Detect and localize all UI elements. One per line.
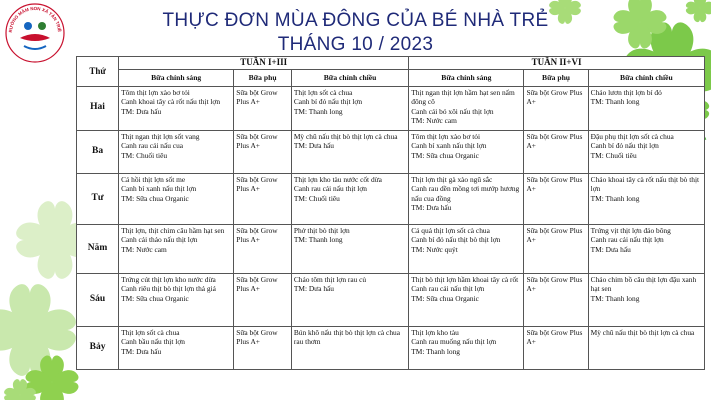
menu-cell [234, 173, 292, 224]
week1-header: TUẦN I+III [119, 57, 409, 70]
dish-line: TM: Dưa hấu [293, 284, 334, 294]
menu-cell [291, 273, 408, 326]
dish-line: Canh bí đỏ nấu thịt lợn [293, 97, 363, 107]
dish-line: TM: Thanh long [293, 235, 343, 245]
dish-line: TM: Chuối tiêu [590, 150, 637, 160]
dish-line: Đậu phụ thịt lợn sốt cà chua [590, 131, 674, 141]
menu-cell [234, 326, 292, 369]
day-label: Ba [77, 130, 119, 173]
dish-line: Canh rau cải nấu thịt lợn [293, 184, 367, 194]
menu-cell [524, 273, 588, 326]
menu-cell [291, 326, 408, 369]
menu-cell [524, 86, 588, 130]
dish-line: Canh bí xanh nấu thịt lợn [411, 141, 487, 151]
dish-line: Trứng vịt thịt lợn đảo bông [590, 225, 671, 235]
dish-line: Canh bí đỏ nấu thịt lợn [590, 141, 659, 151]
menu-cell [234, 86, 292, 130]
page-title: THỰC ĐƠN MÙA ĐÔNG CỦA BÉ NHÀ TRẺ [162, 10, 549, 31]
dish-line: Canh rau cải nấu thịt lợn [411, 284, 485, 294]
dish-line: Sữa bột Grow Plus A+ [526, 274, 583, 294]
menu-cell [234, 273, 292, 326]
page-subtitle-month: THÁNG 10 / 2023 [277, 34, 434, 55]
table-row [77, 224, 705, 273]
menu-table-body [77, 86, 705, 369]
dish-line: Sữa bột Grow Plus A+ [236, 87, 278, 107]
menu-cell [524, 326, 588, 369]
dish-line: Sữa bột Grow Plus A+ [526, 87, 583, 107]
dish-line: Sữa bột Grow Plus A+ [526, 174, 583, 194]
day-label: Năm [77, 224, 119, 273]
dish-line: TM: Sữa chua Organic [411, 150, 479, 160]
dish-line: Canh rau muống nấu thịt lợn [411, 337, 497, 347]
menu-cell [409, 86, 524, 130]
dish-line: Cháo khoai tây cà rốt nấu thịt bò thịt lợn [590, 174, 700, 194]
dish-line: TM: Sữa chua Organic [121, 293, 189, 303]
dish-line: TM: Thanh long [293, 106, 343, 116]
table-row [77, 273, 705, 326]
day-label: Sáu [77, 273, 119, 326]
menu-cell [409, 224, 524, 273]
dish-line: Cá hồi thịt lợn sốt me [121, 174, 186, 184]
dish-line: Canh rau dền mồng tơi mướp hương nấu cua đồng [411, 184, 520, 203]
menu-cell [119, 173, 234, 224]
dish-line: Cháo tôm thịt lợn rau củ [293, 274, 367, 284]
dish-line: TM: Thanh long [590, 97, 640, 107]
menu-cell [119, 326, 234, 369]
dish-line: TM: Thanh long [411, 346, 460, 356]
day-label: Tư [77, 173, 119, 224]
day-label: Hai [77, 86, 119, 130]
dish-line: Canh cải bó xôi nấu thịt lợn [411, 106, 494, 116]
dish-line: Thịt lợn thịt gà xào ngũ sắc [411, 174, 493, 184]
dish-line: TM: Chuối tiêu [121, 150, 168, 160]
dish-line: TM: Dưa hấu [121, 106, 162, 116]
menu-cell [234, 130, 292, 173]
dish-line: Sữa bột Grow Plus A+ [526, 131, 583, 151]
dish-line: Thịt ngan thịt lợn hầm hạt sen nấm đông cô [411, 87, 515, 107]
menu-cell [524, 130, 588, 173]
meal-header: Bữa chính sáng [409, 69, 524, 86]
table-row [77, 326, 705, 369]
dish-line: Mỳ chũ nấu thịt bò thịt lợn cà chua [590, 327, 695, 337]
week2-header: TUẦN II+VI [409, 57, 705, 70]
dish-line: Thịt lợn kho tàu [411, 327, 459, 337]
menu-cell [291, 173, 408, 224]
dish-line: TM: Thanh long [590, 293, 640, 303]
menu-cell [119, 130, 234, 173]
dish-line: TM: Dưa hấu [121, 346, 162, 356]
dish-line: TM: Nước cam [121, 244, 167, 254]
dish-line: TM: Nước cam [411, 116, 457, 126]
dish-line: Sữa bột Grow Plus A+ [526, 225, 583, 245]
day-column-header: Thứ [77, 57, 119, 87]
table-row [77, 130, 705, 173]
dish-line: TM: Dưa hấu [293, 141, 334, 151]
dish-line: Canh khoai tây cà rốt nấu thịt lợn [121, 97, 221, 107]
menu-cell [588, 86, 704, 130]
menu-cell [119, 273, 234, 326]
meal-header: Bữa chính sáng [119, 69, 234, 86]
dish-line: Thịt lợn sốt cà chua [293, 87, 353, 97]
dish-line: Cháo chim bồ câu thịt lợn đậu xanh hạt sen [590, 274, 697, 294]
dish-line: TM: Nước quýt [411, 244, 458, 254]
dish-line: TM: Sữa chua Organic [121, 193, 189, 203]
clover-bottom-left-large [0, 284, 76, 376]
menu-cell [409, 326, 524, 369]
dish-line: Canh bí đỏ nấu thịt bò thịt lợn [411, 235, 501, 245]
dish-line: Canh bí xanh nấu thịt lợn [121, 184, 197, 194]
dish-line: Phở thịt bò thịt lợn [293, 225, 350, 235]
dish-line: TM: Chuối tiêu [293, 193, 340, 203]
dish-line: Sữa bột Grow Plus A+ [526, 327, 583, 347]
dish-line: Sữa bột Grow Plus A+ [236, 131, 278, 151]
dish-line: Thịt lợn sốt cà chua [121, 327, 180, 337]
logo-ring-text: RƯỜNG MẦM NON XÃ TÂN TRIỀ [7, 5, 63, 33]
dish-line: Canh rau cải nấu thịt lợn [590, 235, 664, 245]
menu-cell [409, 173, 524, 224]
dish-line: TM: Thanh long [590, 193, 640, 203]
dish-line: TM: Dưa hấu [590, 244, 631, 254]
dish-line: Thịt lợn kho tàu nước cốt dừa [293, 174, 382, 184]
dish-line: Sữa bột Grow Plus A+ [236, 225, 278, 245]
table-row [77, 173, 705, 224]
dish-line: Sữa bột Grow Plus A+ [236, 327, 278, 347]
dish-line: TM: Sữa chua Organic [411, 293, 479, 303]
dish-line: TM: Dưa hấu [411, 203, 452, 213]
dish-line: Canh cải thảo nấu thịt lợn [121, 235, 198, 245]
dish-line: Cá quả thịt lợn sốt cà chua [411, 225, 490, 235]
dish-line: Canh rau cải nấu cua [121, 141, 184, 151]
dish-line: Tôm thịt lợn xào bơ tỏi [121, 87, 190, 97]
meal-header: Bữa chính chiều [588, 69, 704, 86]
menu-cell [119, 224, 234, 273]
dish-line: Canh bầu nấu thịt lợn [121, 337, 185, 347]
meal-header: Bữa phụ [234, 69, 292, 86]
menu-cell [588, 224, 704, 273]
dish-line: Thịt ngan thịt lợn sốt vang [121, 131, 200, 141]
menu-cell [588, 173, 704, 224]
dish-line: Mỳ chũ nấu thịt bò thịt lợn cà chua [293, 131, 398, 141]
menu-cell [588, 326, 704, 369]
menu-cell [291, 86, 408, 130]
menu-cell [588, 130, 704, 173]
meal-header: Bữa chính chiều [291, 69, 408, 86]
dish-line: Trứng cút thịt lợn kho nước dừa [121, 274, 216, 284]
day-label: Bảy [77, 326, 119, 369]
dish-line: Thịt lợn, thịt chim câu hầm hạt sen [121, 225, 225, 235]
menu-cell [524, 224, 588, 273]
meal-header: Bữa phụ [524, 69, 588, 86]
table-row [77, 86, 705, 130]
menu-cell [409, 273, 524, 326]
dish-line: Cháo lươn thịt lợn bí đỏ [590, 87, 662, 97]
menu-cell [234, 224, 292, 273]
menu-table [76, 56, 705, 370]
menu-cell [119, 86, 234, 130]
dish-line: Bún khô nấu thịt bò thịt lợn cà chua rau thơm [293, 327, 400, 347]
dish-line: Sữa bột Grow Plus A+ [236, 174, 278, 194]
dish-line: Sữa bột Grow Plus A+ [236, 274, 278, 294]
dish-line: Canh riêu thịt bò thịt lợn thả giá [121, 284, 216, 294]
menu-cell [588, 273, 704, 326]
dish-line: Tôm thịt lợn xào bơ tỏi [411, 131, 481, 141]
menu-cell [291, 130, 408, 173]
menu-cell [524, 173, 588, 224]
dish-line: Thịt bò thịt lợn hầm khoai tây cà rốt [411, 274, 519, 284]
menu-cell [291, 224, 408, 273]
menu-cell [409, 130, 524, 173]
